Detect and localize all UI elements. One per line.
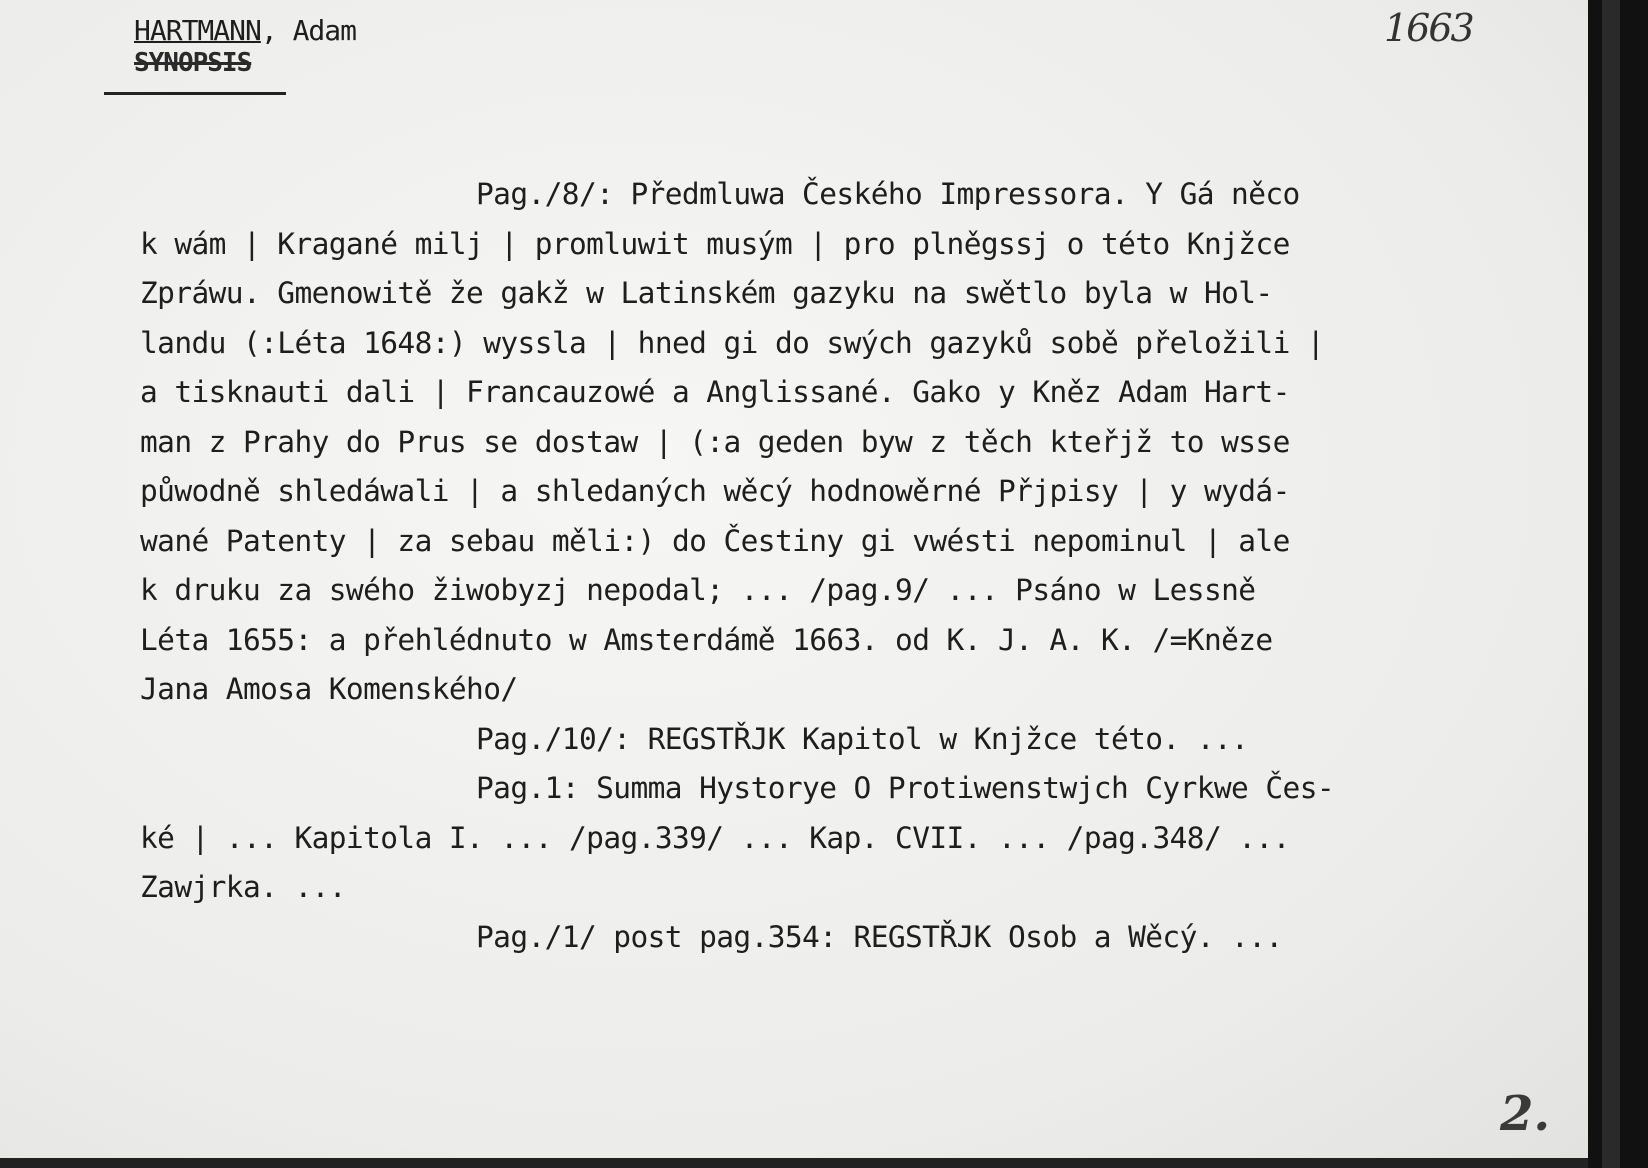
body-line: Pag.1: Summa Hystorye O Protiwenstwjch Cyrkwe Čes-	[476, 771, 1335, 805]
body-line: k wám | Kragané milj | promluwit musým | pro plněgssj o této Knjžce	[140, 226, 1290, 261]
author-heading	[134, 14, 356, 47]
scan-border-right	[1588, 0, 1648, 1168]
author-given-name: , Adam	[260, 14, 357, 47]
handwritten-card-number: 2.	[1500, 1086, 1551, 1142]
author-surname: HARTMANN	[134, 14, 261, 47]
body-line: Pag./8/: Předmluwa Českého Impressora. Y Gá něco	[476, 177, 1300, 211]
body-line: wané Patenty | za sebau měli:) do Čestiny gi vwésti nepominul | ale	[140, 523, 1290, 558]
synopsis-label: SYNOPSIS	[134, 48, 252, 78]
handwritten-year: 1663	[1384, 6, 1473, 50]
body-line: a tisknauti dali | Francauzowé a Anglissané. Gako y Kněz Adam Hart-	[140, 375, 1290, 409]
body-line: půwodně shledáwali | a shledaných wěcý hodnowěrné Přjpisy | y wydá-	[140, 474, 1290, 508]
scan-border-strip	[1602, 0, 1620, 1168]
body-line: Pag./10/: REGSTŘJK Kapitol w Knjžce této. ...	[476, 721, 1249, 756]
synopsis-body	[140, 170, 1470, 962]
body-line: Jana Amosa Komenského/	[140, 672, 518, 706]
body-line: k druku za swého žiwobyzj nepodal; ... /pag.9/ ... Psáno w Lessně	[140, 573, 1256, 607]
header-rule	[104, 92, 286, 95]
body-line: landu (:Léta 1648:) wyssla | hned gi do swých gazyků sobě přeložili |	[140, 325, 1325, 360]
body-line: Zawjrka. ...	[140, 870, 346, 904]
body-line: man z Prahy do Prus se dostaw | (:a geden byw z těch kteřjž to wsse	[140, 424, 1290, 459]
scan-border-bottom	[0, 1158, 1588, 1168]
body-line: Zpráwu. Gmenowitě že gakž w Latinském gazyku na swětlo byla w Hol-	[140, 276, 1273, 310]
body-line: Pag./1/ post pag.354: REGSTŘJK Osob a Wěcý. ...	[476, 919, 1283, 954]
body-line: Léta 1655: a přehlédnuto w Amsterdámě 1663. od K. J. A. K. /=Kněze	[140, 622, 1273, 657]
body-line: ké | ... Kapitola I. ... /pag.339/ ... Kap. CVII. ... /pag.348/ ...	[140, 820, 1290, 855]
